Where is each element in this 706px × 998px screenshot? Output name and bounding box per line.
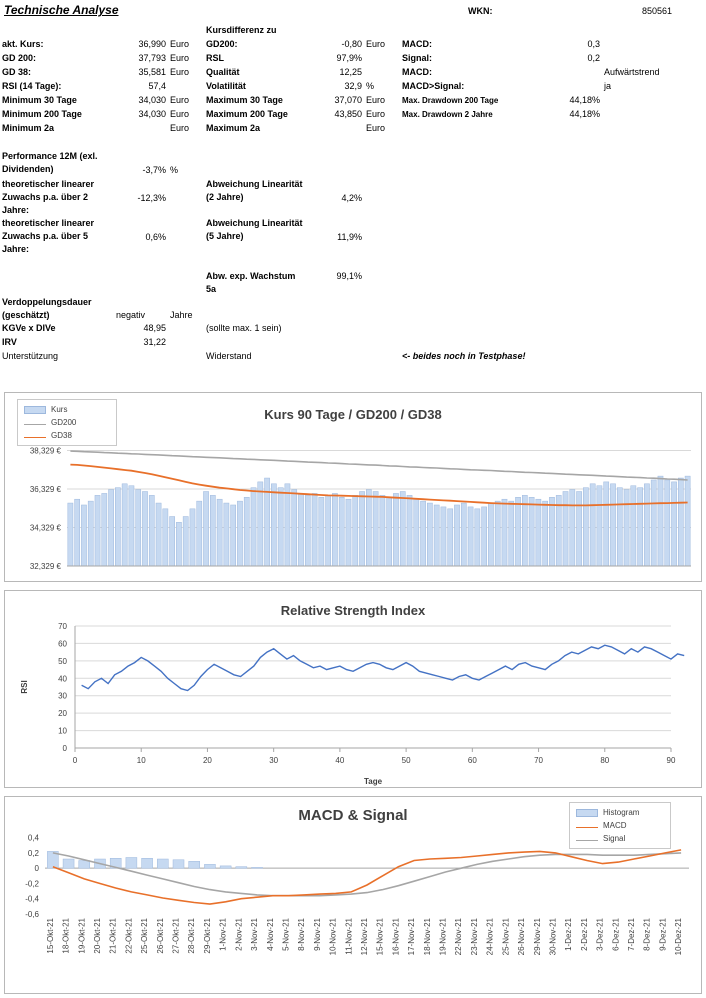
row-label: Volatilität xyxy=(206,81,246,91)
svg-text:22-Nov-21: 22-Nov-21 xyxy=(454,918,464,956)
svg-text:19-Nov-21: 19-Nov-21 xyxy=(438,918,448,956)
svg-text:38,329 €: 38,329 € xyxy=(29,446,61,456)
row-value xyxy=(112,122,168,136)
table-row xyxy=(0,217,706,256)
svg-text:Tage: Tage xyxy=(363,777,383,786)
svg-text:12-Nov-21: 12-Nov-21 xyxy=(360,918,369,956)
svg-text:2-Dez-21: 2-Dez-21 xyxy=(579,918,589,951)
row-unit xyxy=(602,94,706,108)
row-label: Signal: xyxy=(402,53,433,63)
svg-text:10: 10 xyxy=(136,756,146,765)
chart-macd-legend xyxy=(569,802,671,849)
row-label: Minimum 2a xyxy=(2,123,55,133)
svg-text:24-Nov-21: 24-Nov-21 xyxy=(485,918,495,956)
row-value: 97,9% xyxy=(336,53,362,63)
row-label: Abw. exp. Wachstum 5a xyxy=(206,271,296,294)
svg-text:80: 80 xyxy=(600,756,610,765)
row-unit: Euro xyxy=(170,95,190,105)
svg-text:8-Dez-21: 8-Dez-21 xyxy=(642,918,652,951)
svg-text:3-Dez-21: 3-Dez-21 xyxy=(595,918,605,951)
row-value: 44,18% xyxy=(569,109,600,119)
row-value: -0,80 xyxy=(341,39,362,49)
macd-swatch-icon xyxy=(576,827,598,828)
row-label: Minimum 200 Tage xyxy=(2,109,82,119)
svg-text:15-Okt-21: 15-Okt-21 xyxy=(45,918,55,954)
row-unit xyxy=(602,108,706,122)
row-note: (sollte max. 1 sein) xyxy=(206,323,282,333)
svg-text:60: 60 xyxy=(58,639,67,649)
row-label: akt. Kurs: xyxy=(2,39,44,49)
svg-text:22-Okt-21: 22-Okt-21 xyxy=(124,918,134,954)
row-label: Max. Drawdown 200 Tage xyxy=(402,96,499,105)
table-row xyxy=(0,336,706,350)
table-spacer xyxy=(0,136,706,150)
svg-text:32,329 €: 32,329 € xyxy=(29,562,61,571)
svg-text:RSI: RSI xyxy=(20,680,29,694)
wkn-value: 850561 xyxy=(641,6,672,16)
row-value: 12,25 xyxy=(339,67,362,77)
row-label: MACD: xyxy=(402,67,432,77)
svg-text:18-Nov-21: 18-Nov-21 xyxy=(422,918,432,956)
svg-text:30-Nov-21: 30-Nov-21 xyxy=(548,918,558,956)
svg-text:70: 70 xyxy=(58,622,67,631)
svg-text:9-Nov-21: 9-Nov-21 xyxy=(312,918,322,951)
svg-text:29-Nov-21: 29-Nov-21 xyxy=(532,918,542,956)
chart-kurs-svg xyxy=(5,422,701,582)
row-unit: % xyxy=(366,81,375,91)
row-unit xyxy=(168,178,204,217)
row-unit xyxy=(168,217,204,256)
svg-text:50: 50 xyxy=(401,756,411,765)
svg-text:1-Dez-21: 1-Dez-21 xyxy=(564,918,574,951)
row-unit: Aufwärtstrend xyxy=(604,67,660,77)
svg-text:19-Okt-21: 19-Okt-21 xyxy=(77,918,87,954)
row-unit xyxy=(364,52,400,66)
svg-text:2-Nov-21: 2-Nov-21 xyxy=(234,918,244,951)
svg-text:30: 30 xyxy=(269,756,279,765)
row-unit: Euro xyxy=(170,39,190,49)
signal-swatch-icon xyxy=(576,840,598,841)
svg-text:29-Okt-21: 29-Okt-21 xyxy=(202,918,212,954)
testphase-note: <- beides noch in Testphase! xyxy=(402,351,526,361)
row-value: 35,581 xyxy=(138,67,166,77)
svg-text:25-Nov-21: 25-Nov-21 xyxy=(501,918,511,956)
table-spacer xyxy=(0,256,706,270)
row-value: 32,9 xyxy=(344,81,362,91)
row-value: 37,070 xyxy=(334,95,362,105)
page-title: Technische Analyse xyxy=(4,3,119,17)
legend-item xyxy=(576,806,664,819)
row-value: negativ xyxy=(116,310,146,320)
svg-text:10-Dez-21: 10-Dez-21 xyxy=(674,918,684,956)
row-label: Minimum 30 Tage xyxy=(2,95,77,105)
svg-text:0: 0 xyxy=(34,864,39,874)
row-label xyxy=(400,122,516,136)
legend-label: GD200 xyxy=(51,418,77,427)
row-unit: Euro xyxy=(170,67,190,77)
svg-text:0,4: 0,4 xyxy=(27,833,39,843)
legend-item xyxy=(576,819,664,832)
chart-macd-svg xyxy=(5,824,701,992)
svg-text:60: 60 xyxy=(467,756,477,765)
row-unit xyxy=(168,80,204,94)
row-value: -3,7% xyxy=(142,165,166,175)
table-row xyxy=(0,80,706,94)
svg-text:-0,2: -0,2 xyxy=(25,879,39,889)
table-row xyxy=(0,178,706,217)
row-value: -12,3% xyxy=(137,193,166,203)
row-unit xyxy=(364,217,400,256)
row-label: Qualität xyxy=(206,67,240,77)
row-label: theoretischer linearer Zuwachs p.a. über 5 Jahre: xyxy=(2,218,95,254)
row-unit: Euro xyxy=(366,39,386,49)
svg-text:90: 90 xyxy=(666,756,676,765)
table-row xyxy=(0,270,706,296)
row-value: 44,18% xyxy=(569,95,600,105)
svg-text:-0,6: -0,6 xyxy=(25,910,39,919)
table-row xyxy=(0,38,706,52)
wkn-label: WKN: xyxy=(468,6,493,16)
row-label: IRV xyxy=(2,337,17,347)
legend-label: Kurs xyxy=(51,405,68,414)
row-value xyxy=(516,80,602,94)
row-value: 99,1% xyxy=(336,271,362,281)
row-unit xyxy=(364,178,400,217)
svg-text:20: 20 xyxy=(202,756,212,765)
table-row xyxy=(0,322,706,336)
kurs-swatch-icon xyxy=(24,406,46,414)
svg-text:50: 50 xyxy=(58,656,67,666)
row-label: Widerstand xyxy=(206,351,252,361)
row-label: Verdoppelungsdauer (geschätzt) xyxy=(2,297,92,320)
row-value: 37,793 xyxy=(138,53,166,63)
table-row xyxy=(0,296,706,322)
row-value xyxy=(516,66,602,80)
table-row xyxy=(0,52,706,66)
svg-text:36,329 €: 36,329 € xyxy=(29,485,61,495)
row-label: Abweichung Linearität (5 Jahre) xyxy=(206,218,303,241)
page-header xyxy=(0,0,706,24)
svg-text:0: 0 xyxy=(62,744,67,753)
row-value xyxy=(308,122,364,136)
legend-label: Signal xyxy=(603,834,626,843)
row-value: 0,3 xyxy=(587,39,600,49)
svg-text:0,2: 0,2 xyxy=(27,848,39,858)
row-unit: Euro xyxy=(366,95,386,105)
chart-kurs-title: Kurs 90 Tage / GD200 / GD38 xyxy=(264,407,442,422)
svg-text:-0,4: -0,4 xyxy=(25,894,39,904)
svg-text:15-Nov-21: 15-Nov-21 xyxy=(375,918,385,956)
row-label: GD 38: xyxy=(2,67,32,77)
row-value: 0,6% xyxy=(145,232,166,242)
row-label: Unterstützung xyxy=(2,351,59,361)
row-label: Maximum 2a xyxy=(206,123,261,133)
svg-text:28-Okt-21: 28-Okt-21 xyxy=(187,918,197,954)
svg-text:17-Nov-21: 17-Nov-21 xyxy=(407,918,417,956)
row-value xyxy=(516,122,602,136)
table-row xyxy=(0,122,706,136)
legend-item xyxy=(24,429,110,442)
table-row xyxy=(0,24,706,38)
svg-text:70: 70 xyxy=(534,756,544,765)
chart-macd-title: MACD & Signal xyxy=(298,807,408,824)
svg-text:20-Okt-21: 20-Okt-21 xyxy=(93,918,102,954)
row-unit xyxy=(602,122,706,136)
legend-label: Histogram xyxy=(603,808,640,817)
histogram-swatch-icon xyxy=(576,809,598,817)
svg-text:40: 40 xyxy=(58,674,67,684)
row-label: KGVe x DIVe xyxy=(2,323,56,333)
svg-text:9-Dez-21: 9-Dez-21 xyxy=(658,918,668,951)
row-label: MACD>Signal: xyxy=(402,81,465,91)
svg-text:6-Dez-21: 6-Dez-21 xyxy=(611,918,621,951)
table-row xyxy=(0,94,706,108)
svg-text:26-Nov-21: 26-Nov-21 xyxy=(517,918,527,956)
row-unit: % xyxy=(170,165,179,175)
svg-text:1-Nov-21: 1-Nov-21 xyxy=(218,918,228,951)
row-label: Maximum 30 Tage xyxy=(206,95,283,105)
gd38-swatch-icon xyxy=(24,437,46,438)
row-unit: Euro xyxy=(170,109,190,119)
svg-text:26-Okt-21: 26-Okt-21 xyxy=(155,918,165,954)
legend-item xyxy=(24,416,110,429)
svg-text:25-Okt-21: 25-Okt-21 xyxy=(140,918,150,954)
row-unit: Euro xyxy=(170,123,190,133)
chart-macd-panel xyxy=(4,796,702,994)
svg-text:23-Nov-21: 23-Nov-21 xyxy=(470,918,479,956)
row-label: MACD: xyxy=(402,39,432,49)
row-value: 34,030 xyxy=(138,95,166,105)
svg-text:5-Nov-21: 5-Nov-21 xyxy=(281,918,291,951)
stats-table xyxy=(0,24,706,364)
row-label: RSL xyxy=(206,53,224,63)
row-label: Max. Drawdown 2 Jahre xyxy=(402,110,493,119)
row-label: theoretischer linearer Zuwachs p.a. über 2 Jahre: xyxy=(2,179,95,215)
row-value: 34,030 xyxy=(138,109,166,119)
row-unit xyxy=(364,66,400,80)
svg-text:20: 20 xyxy=(58,709,67,719)
svg-text:3-Nov-21: 3-Nov-21 xyxy=(250,918,259,951)
svg-text:27-Okt-21: 27-Okt-21 xyxy=(171,918,181,954)
row-label: Maximum 200 Tage xyxy=(206,109,288,119)
table-row xyxy=(0,66,706,80)
legend-label: GD38 xyxy=(51,431,72,440)
row-label: GD 200: xyxy=(2,53,37,63)
svg-text:10: 10 xyxy=(58,726,67,736)
svg-text:11-Nov-21: 11-Nov-21 xyxy=(344,918,354,955)
svg-text:16-Nov-21: 16-Nov-21 xyxy=(391,918,401,956)
svg-text:0: 0 xyxy=(72,756,78,765)
row-label: Performance 12M (exl. Dividenden) xyxy=(2,151,98,174)
row-unit: Jahre xyxy=(170,310,193,320)
row-label: Abweichung Linearität (2 Jahre) xyxy=(206,179,303,202)
svg-text:7-Dez-21: 7-Dez-21 xyxy=(627,918,636,951)
row-unit: ja xyxy=(604,81,612,91)
svg-text:40: 40 xyxy=(335,756,345,765)
table-row xyxy=(0,350,706,364)
row-value: 11,9% xyxy=(337,232,362,242)
table-row xyxy=(0,108,706,122)
row-value: 57,4 xyxy=(148,81,166,91)
svg-text:30: 30 xyxy=(58,691,67,701)
row-value: 4,2% xyxy=(341,193,362,203)
row-value: 43,850 xyxy=(334,109,362,119)
chart-kurs-panel xyxy=(4,392,702,582)
svg-text:8-Nov-21: 8-Nov-21 xyxy=(297,918,307,951)
row-unit: Euro xyxy=(366,109,386,119)
row-unit xyxy=(602,38,706,52)
legend-label: MACD xyxy=(603,821,627,830)
chart-kurs-legend xyxy=(17,399,117,446)
row-value: 36,990 xyxy=(138,39,166,49)
row-label: GD200: xyxy=(206,39,238,49)
chart-rsi-title: Relative Strength Index xyxy=(280,603,426,618)
svg-text:34,329 €: 34,329 € xyxy=(29,523,61,533)
row-label: RSI (14 Tage): xyxy=(2,81,62,91)
row-value: 0,2 xyxy=(587,53,600,63)
legend-item xyxy=(24,403,110,416)
row-unit: Euro xyxy=(366,123,386,133)
chart-rsi-panel xyxy=(4,590,702,788)
kursdifferenz-header: Kursdifferenz zu xyxy=(206,25,277,35)
chart-rsi-svg xyxy=(5,618,701,790)
row-value: 48,95 xyxy=(143,323,166,333)
svg-text:4-Nov-21: 4-Nov-21 xyxy=(265,918,275,951)
legend-item xyxy=(576,832,664,845)
gd200-swatch-icon xyxy=(24,424,46,425)
row-unit xyxy=(602,52,706,66)
row-value: 31,22 xyxy=(143,337,166,347)
row-unit: Euro xyxy=(170,53,190,63)
table-row xyxy=(0,150,706,178)
svg-text:18-Okt-21: 18-Okt-21 xyxy=(61,918,71,954)
svg-text:21-Okt-21: 21-Okt-21 xyxy=(108,918,118,954)
svg-text:10-Nov-21: 10-Nov-21 xyxy=(328,918,338,956)
